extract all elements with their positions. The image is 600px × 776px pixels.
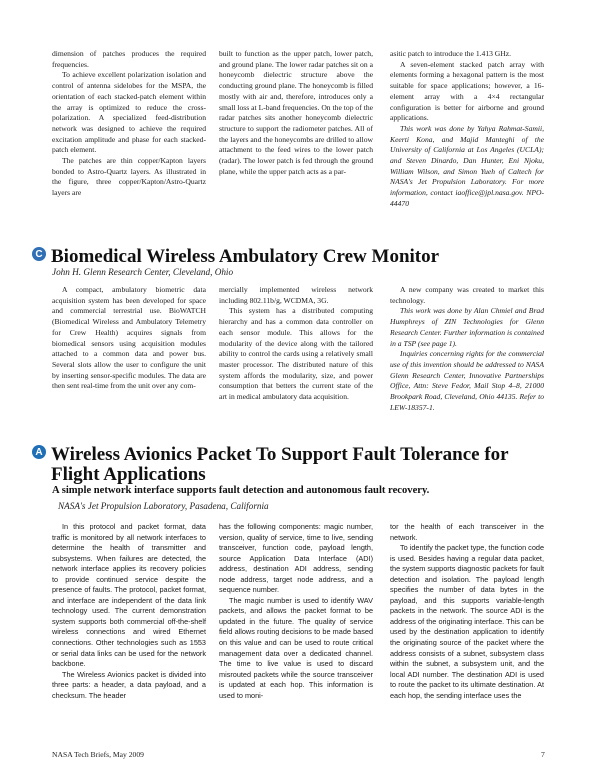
article-affiliation: John H. Glenn Research Center, Cleveland, Ohio	[52, 267, 234, 277]
paragraph: A seven-element stacked patch array with elements forming a hexagonal pattern is the most suitable for space applications; however, a 16-element array with a 4×4 rectangular configuration is better for airborne and ground applications.	[390, 59, 544, 123]
paragraph: To identify the packet type, the function code is used. Besides having a regular data packet, the system supports diagnostic packets for fault detection and isolation. The payload length specifies the number of data bytes in the payload, and this supports variable-length packets in the network. The source ADI is the address of the originating interface. This can be used by the destination application to identify the originating source of the packet where the address consists of a subnet, subsystem class within the subnet, a subsystem unit, and the local ADI number. The destination ADI is used to route the packet to its ultimate destination. At each hop, the sending interface uses the	[390, 543, 545, 700]
paragraph: In this protocol and packet format, data traffic is monitored by all network interfaces to determine the health of transmitter and subsystems. When failures are detected, the network interface applies its recovery policies to provide continued service despite the presence of faults. The protocol, packet format, and interface are independent of the data link technology used. The current demonstration system supports both commercial off-the-shelf wireless connections and wired Ethernet connections. Other technologies such as 1553 or serial data links can be used for the network backbone.	[52, 522, 206, 669]
top-column-1	[52, 49, 206, 199]
paragraph: built to function as the upper patch, lower patch, and ground plane. The lower radar patches sit on a honeycomb dielectric structure above the conducting ground plane. The honeycomb is filled mostly with air and, therefore, introduces only a small loss at L-band frequencies. On the top of the radar patches sits another honeycomb dielectric structure to support the radiometer patches. All of the layers and the honeycombs are drilled to allow attachment to the feed wires to the lower patch (radar). The lower patch is fed through the ground plane, while the upper patch acts as a par-	[219, 49, 373, 176]
article-1-heading	[32, 247, 439, 267]
paragraph: The magic number is used to identify WAV packets, and allows the packet format to be updated in the future. The quality of service field allows routing decisions to be made based on this value and can be used to route critical management data over a dedicated channel. The time to live value is used to discard misrouted packets while the source transceiver is updated at each hop. This information is used to moni-	[219, 595, 373, 700]
paragraph: The Wireless Avionics packet is divided into three parts: a header, a data payload, and a checksum. The header	[52, 669, 206, 700]
top-column-3	[390, 49, 544, 210]
article-1-column-2	[219, 285, 373, 403]
paragraph: The patches are thin copper/Kapton layers bonded to Astro-Quartz layers. As illustrated in the figure, three copper/Kapton/Astro-Quartz layers are	[52, 156, 206, 198]
article-2-column-2	[219, 522, 373, 701]
article-affiliation: NASA's Jet Propulsion Laboratory, Pasadena, California	[58, 501, 269, 511]
paragraph: has the following components: magic number, version, quality of service, time to live, sending transceiver, function code, payload length, source Application Data Interface (ADI) address, destination ADI address, sending node address, target node address, and a sequence number.	[219, 522, 373, 595]
top-column-2	[219, 49, 373, 177]
paragraph: This work was done by Alan Chmiel and Brad Humphreys of ZIN Technologies for Glenn Research Center. Further information is contained in a TSP (see page 1).	[390, 306, 544, 348]
paragraph: A new company was created to market this technology.	[390, 285, 544, 305]
paragraph: mercially implemented wireless network including 802.11b/g, WCDMA, 3G.	[219, 285, 373, 305]
article-2-column-3	[390, 522, 544, 701]
article-2-column-1	[52, 522, 206, 701]
paragraph: To achieve excellent polarization isolation and control of antenna sidelobes for the MSPA, the orientation of each stacked-patch element within the array is optimized to reduce the cross-polarization. A specialized feed-distribution network was designed to achieve the required excitation amplitude and phase for each stacked-patch element.	[52, 70, 206, 155]
article-1-column-3	[390, 285, 544, 413]
paragraph: Inquiries concerning rights for the commercial use of this invention should be addressed to NASA Glenn Research Center, Innovative Partnerships Office, Attn: Steve Fedor, Mail Stop 4–8, 21000 Brookpark Road, Cleveland, Ohio 44135. Refer to LEW-18357-1.	[390, 349, 544, 412]
page-number: 7	[541, 750, 545, 759]
category-icon: A	[32, 445, 46, 459]
article-title: Biomedical Wireless Ambulatory Crew Monitor	[51, 246, 440, 267]
article-title: Wireless Avionics Packet To Support Fault Tolerance for Flight Applications	[51, 444, 509, 485]
paragraph: A compact, ambulatory biometric data acquisition system has been developed for space and commercial terrestrial use. BioWATCH (Biomedical Wireless and Ambulatory Telemetry for Crew Health) acquires signals from biomedical sensors using acquisition modules attached to a common data and power bus. Several slots allow the user to configure the unit by inserting sensor-specific modules. The data are then sent real-time from the unit over any com-	[52, 285, 206, 391]
category-icon: C	[32, 247, 46, 261]
paragraph: This work was done by Yahya Rahmat-Samii, Keerti Kona, and Majid Manteghi of the University of California at Los Angeles (UCLA); and Steven Dinardo, Dan Hunter, Eni Njoku, William Wilson, and Simon Yueh of Caltech for NASA's Jet Propulsion Laboratory. For more information, contact iaoffice@jpl.nasa.gov. NPO-44470	[390, 123, 544, 208]
paragraph: asitic patch to introduce the 1.413 GHz.	[390, 49, 512, 58]
paragraph: tor the health of each transceiver in the network.	[390, 522, 544, 542]
article-1-column-1	[52, 285, 206, 392]
article-2-heading	[32, 445, 551, 485]
paragraph: dimension of patches produces the required frequencies.	[52, 49, 206, 69]
article-subtitle: A simple network interface supports fault detection and autonomous fault recovery.	[52, 485, 430, 496]
footer-publication: NASA Tech Briefs, May 2009	[52, 750, 144, 759]
paragraph: This system has a distributed computing hierarchy and has a common data controller on each sensor module. This allows for the modularity of the device along with the tailored ability to control the cards using a relatively small master processor. The distributed nature of this system affords the modularity, size, and power consumption that betters the current state of the art in medical ambulatory data acquisition.	[219, 306, 373, 402]
